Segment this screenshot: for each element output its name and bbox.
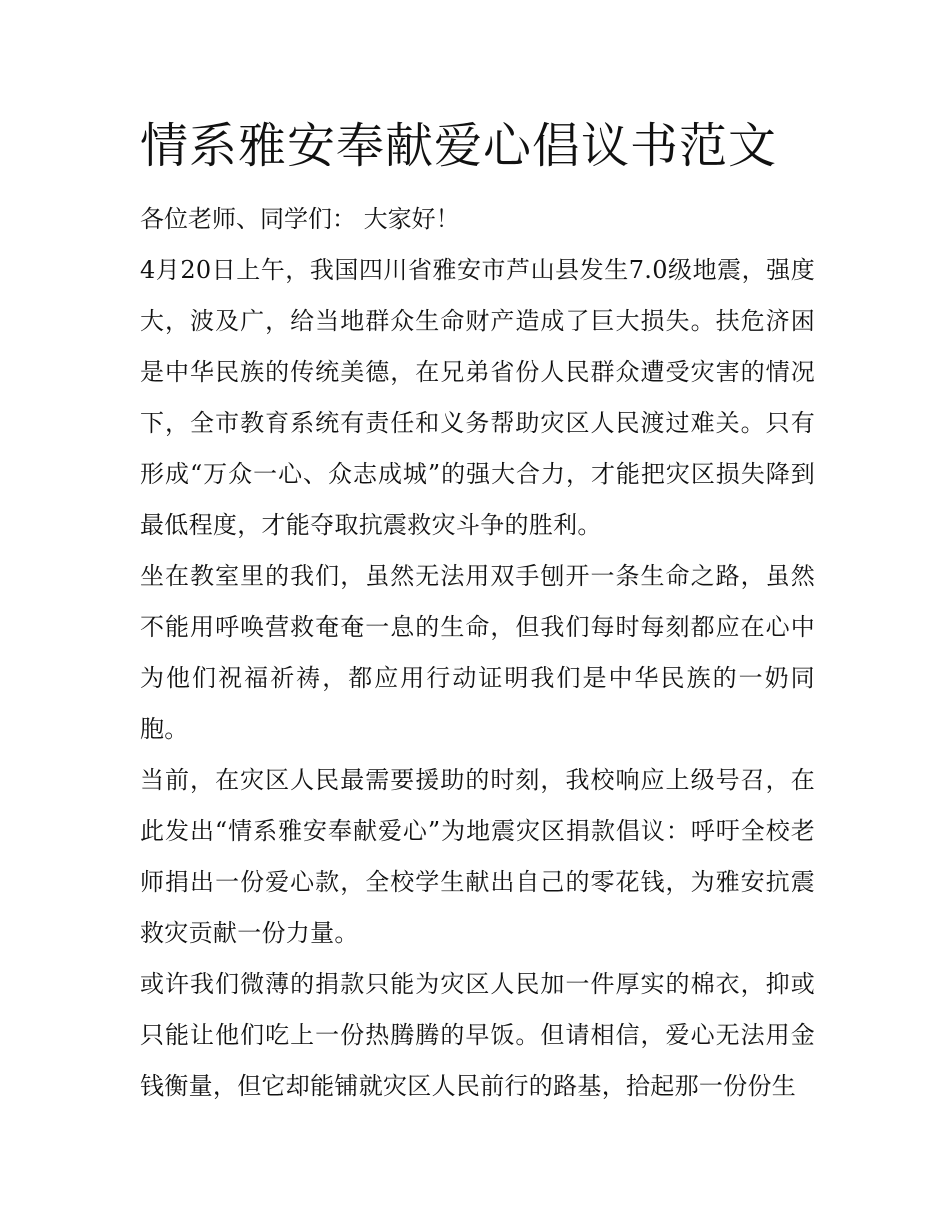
- paragraph-small-donation: 或许我们微薄的捐款只能为灾区人民加一件厚实的棉衣，抑或只能让他们吃上一份热腾腾的早饭。但请相信，爱心无法用金钱衡量，但它却能铺就灾区人民前行的路基，拾起那一份份生: [140, 970, 815, 1100]
- document-body: [140, 112, 815, 1112]
- paragraph-classroom: 坐在教室里的我们，虽然无法用双手刨开一条生命之路，虽然不能用呼唤营救奄奄一息的生命，但我们每时每刻都应在心中为他们祝福祈祷，都应用行动证明我们是中华民族的一奶同胞。: [140, 562, 815, 743]
- document-title: 情系雅安奉献爱心倡议书范文: [140, 118, 778, 174]
- paragraph-donation-appeal: 当前，在灾区人民最需要援助的时刻，我校响应上级号召，在此发出“情系雅安奉献爱心”为地震灾区捐款倡议：呼吁全校老师捐出一份爱心款，全校学生献出自己的零花钱，为雅安抗震救灾贡献一份力量。: [140, 766, 815, 947]
- greeting-line: 各位老师、同学们： 大家好！: [140, 205, 460, 233]
- paragraph-earthquake: 4月20日上午，我国四川省雅安市芦山县发生7.0级地震，强度大，波及广，给当地群众生命财产造成了巨大损失。扶危济困是中华民族的传统美德，在兄弟省份人民群众遭受灾害的情况下，全市教育系统有责任和义务帮助灾区人民渡过难关。只有形成“万众一心、众志成城”的强大合力，才能把灾区损失降到最低程度，才能夺取抗震救灾斗争的胜利。: [140, 256, 815, 539]
